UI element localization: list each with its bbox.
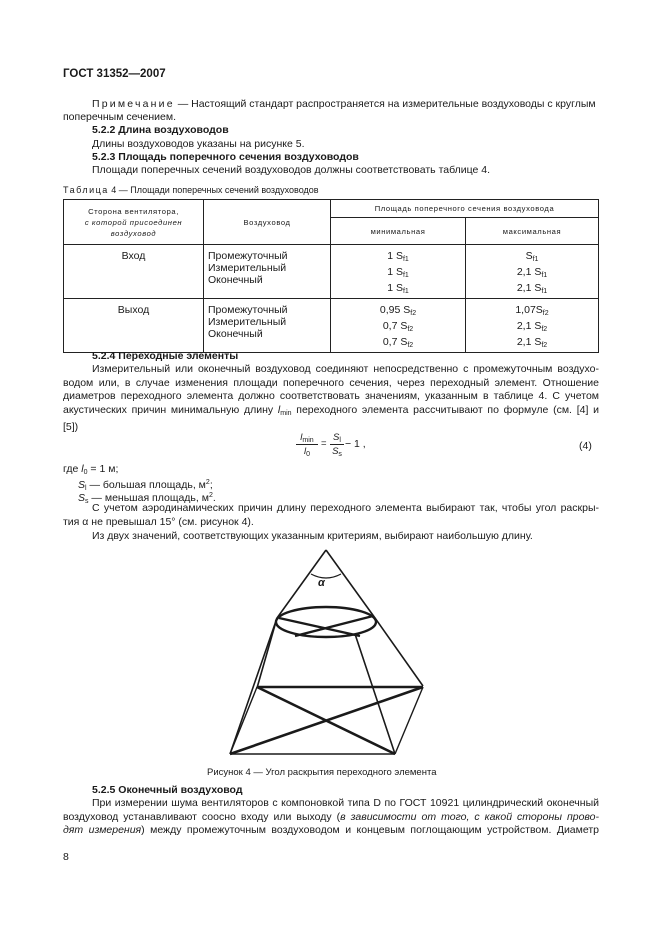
- table-caption-text: 4 — Площади поперечных сечений воздуховодов: [108, 185, 319, 195]
- para-line: тия α не превышал 15° (см. рисунок 4).: [63, 515, 254, 528]
- row-ducts: [204, 299, 331, 353]
- para-line: диаметров переходного элемента должно соответствовать значениям, указанным в таблице 4. С учетом: [63, 390, 599, 403]
- base-left-edge: [230, 687, 257, 754]
- min-value: 0,7 $S_{f2}$: [382, 320, 414, 333]
- row-max: [466, 299, 599, 353]
- section-heading-5-2-3: 5.2.3 Площадь поперечного сечения воздуховодов: [92, 151, 359, 163]
- para-line: акустических причин минимальную длину $l_{min}$ переходного элемента рассчитывают по формуле (см. [4] и: [63, 404, 599, 418]
- formula-rest: − 1 ,: [345, 438, 366, 450]
- duct-name: Оконечный: [208, 274, 263, 286]
- col-header-max: максимальная: [466, 218, 599, 245]
- max-value: 2,1 $S_{f1}$: [516, 282, 548, 295]
- row-side: Выход: [64, 299, 204, 353]
- row-min: [331, 299, 466, 353]
- section-text-5-2-4: [63, 363, 599, 435]
- note-label: Примечание: [92, 98, 175, 110]
- max-value: $S_{f1}$: [525, 250, 539, 263]
- para-line: воздуховод устанавливают соосно входу или выходу (в зависимости от того, с какой стороны прово-: [63, 810, 599, 823]
- formula-rhs-numerator: $S_l$: [333, 432, 341, 444]
- max-value: 2,1 $S_{f1}$: [516, 266, 548, 279]
- base-star-line: [230, 687, 423, 754]
- formula-number: (4): [579, 440, 592, 452]
- para-line: водом или, в случае изменения площади поперечного сечения, через переходный элемент. Отношение: [63, 376, 599, 389]
- col-header-area: Площадь поперечного сечения воздуховода: [331, 200, 599, 218]
- para-line: При измерении шума вентиляторов с компоновкой типа D по ГОСТ 10921 цилиндрический оконечный: [92, 797, 599, 809]
- table-row: [64, 245, 599, 299]
- angle-arc: [311, 574, 341, 578]
- para-line: дят измерения) между промежуточным воздуховодом и концевым поглощающим устройством. Диаметр: [63, 824, 600, 837]
- para-line: С учетом аэродинамических причин длину переходного элемента выбирают так, чтобы угол раскры-: [92, 502, 599, 514]
- aero-paragraph: [63, 502, 599, 529]
- row-min: [331, 245, 466, 299]
- max-value: $1,07S_{f2}$: [515, 304, 549, 317]
- section-heading-5-2-4: 5.2.4 Переходные элементы: [92, 350, 239, 362]
- base-right-edge: [395, 687, 423, 754]
- min-value: 1 $S_{f1}$: [387, 250, 409, 263]
- top-ellipse: [276, 607, 376, 637]
- lmin-symbol: l: [277, 404, 281, 417]
- document-header: ГОСТ 31352—2007: [63, 68, 166, 80]
- min-value: 0,95 $S_{f2}$: [379, 304, 417, 317]
- formula-lhs-numerator: $l_{min}$: [300, 432, 314, 444]
- section-heading-5-2-5: 5.2.5 Оконечный воздуховод: [92, 784, 243, 796]
- table-caption: [63, 184, 319, 198]
- side-line-right: [375, 618, 423, 686]
- table-row: [64, 299, 599, 353]
- formula-rhs-denominator: $S_s$: [332, 446, 342, 458]
- formula-equals: =: [321, 438, 327, 449]
- duct-name: Промежуточный: [208, 304, 288, 316]
- choice-paragraph: Из двух значений, соответствующих указанным критериям, выбирают наибольшую длину.: [92, 530, 533, 542]
- duct-name: Промежуточный: [208, 250, 288, 262]
- min-value: 1 $S_{f1}$: [387, 282, 409, 295]
- table-caption-label: Таблица: [63, 185, 109, 195]
- duct-name: Измерительный: [208, 262, 287, 274]
- min-value: 1 $S_{f1}$: [387, 266, 409, 279]
- row-side: Вход: [64, 245, 204, 299]
- col-header-side-line-3: воздуховод: [110, 228, 157, 238]
- formula-lhs-denominator: $l_0$: [303, 446, 311, 458]
- para-line: Измерительный или оконечный воздуховод соединяют непосредственно с промежуточным воздухо-: [92, 363, 599, 375]
- col-header-min: минимальная: [331, 218, 466, 245]
- section-text-5-2-3: Площади поперечных сечений воздуховодов должны соответствовать таблице 4.: [92, 164, 491, 176]
- duct-name: Оконечный: [208, 328, 263, 340]
- where-item: где $l_0 = 1$ м;: [63, 463, 119, 476]
- col-header-side: [64, 200, 204, 245]
- figure-4-drawing: [225, 546, 430, 761]
- max-value: 2,1 $S_{f2}$: [516, 320, 548, 333]
- note-line-1: [92, 98, 596, 112]
- row-ducts: [204, 245, 331, 299]
- page-number: 8: [63, 851, 69, 863]
- section-text-5-2-2: Длины воздуховодов указаны на рисунке 5.: [92, 138, 305, 150]
- duct-name: Измерительный: [208, 316, 287, 328]
- side-line-inner-left: [257, 618, 277, 688]
- col-header-side-line-2: с которой присоединен: [84, 217, 183, 227]
- para-line: [5]): [63, 420, 79, 433]
- max-value: 2,1 $S_{f2}$: [516, 336, 548, 349]
- alpha-label: α: [318, 577, 325, 589]
- row-max: [466, 245, 599, 299]
- note-text: — Настоящий стандарт распространяется на измерительные воздуховоды с круглым: [174, 98, 596, 110]
- formula-4: [296, 432, 376, 462]
- min-value: 0,7 $S_{f2}$: [382, 336, 414, 349]
- note-line-2: поперечным сечением.: [63, 111, 177, 123]
- side-line-inner-right: [355, 634, 395, 754]
- section-text-5-2-5: [63, 797, 599, 838]
- where-item: $S_l$ — большая площадь, $м^2$;: [78, 479, 213, 492]
- col-header-side-line-1: Сторона вентилятора,: [88, 206, 179, 216]
- where-item: $S_s$ — меньшая площадь, $м^2$.: [78, 492, 216, 505]
- cross-section-table: [63, 199, 599, 353]
- col-header-duct: Воздуховод: [204, 200, 331, 245]
- figure-caption: Рисунок 4 — Угол раскрытия переходного элемента: [207, 767, 437, 778]
- section-heading-5-2-2: 5.2.2 Длина воздуховодов: [92, 124, 229, 136]
